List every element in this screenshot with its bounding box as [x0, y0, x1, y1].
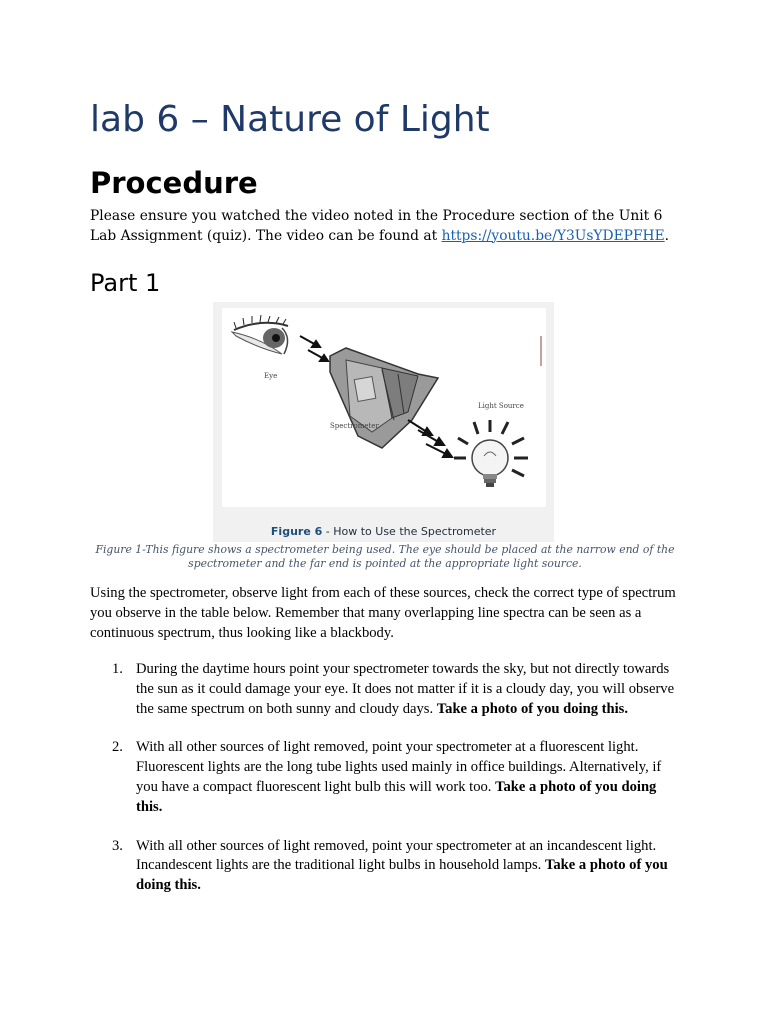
- light-source-label: Light Source: [478, 402, 524, 410]
- intro-paragraph: [90, 207, 680, 246]
- intro-text: Please ensure you watched the video noted in the Procedure section of the Unit 6 Lab Assignment (quiz). The video can be found at: [90, 208, 663, 244]
- figure-illustration: [222, 308, 546, 507]
- part-1-heading: Part 1: [90, 269, 161, 297]
- figure-caption: Figure 1-This figure shows a spectrometer being used. The eye should be placed at the narrow end of the spectrometer and the far end is pointed at the appropriate light source.: [95, 543, 675, 570]
- figure-title: - How to Use the Spectrometer: [322, 525, 497, 538]
- step-bold-instruction: Take a photo of you doing this.: [136, 778, 657, 815]
- step-bold-instruction: Take a photo of you doing this.: [436, 700, 629, 717]
- step-bold-instruction: Take a photo of you doing this.: [136, 857, 668, 894]
- light-bulb-drawing: [454, 420, 528, 487]
- spectrometer-figure: [213, 302, 554, 542]
- step-number: 2.: [112, 739, 123, 756]
- video-link[interactable]: https://youtu.be/Y3UsYDEPFHE: [441, 227, 665, 244]
- vertical-watermark: [540, 336, 542, 366]
- arrows-spectrometer-to-light: [408, 420, 452, 457]
- step-text: During the daytime hours point your spectrometer towards the sky, but not directly towards the sun as it could damage your eye. It does not matter if it is a cloudy day, you will observe the same spectrum on both sunny and cloudy days.: [136, 661, 675, 717]
- step-number: 3.: [112, 837, 123, 854]
- list-item: [90, 660, 680, 719]
- document-title: lab 6 – Nature of Light: [90, 99, 490, 140]
- list-item: [90, 837, 680, 896]
- step-text: With all other sources of light removed, point your spectrometer at an incandescent light. Incandescent lights are the traditional light bulbs in household lamps.: [136, 837, 657, 874]
- eye-label: Eye: [264, 372, 278, 380]
- figure-number: Figure 6: [270, 525, 323, 538]
- spectrometer-illustration: [222, 308, 546, 507]
- step-number: 1.: [112, 661, 123, 677]
- eye-drawing: [232, 315, 288, 354]
- arrows-eye-to-spectrometer: [300, 336, 328, 361]
- list-item: [90, 738, 680, 817]
- procedure-heading: Procedure: [90, 166, 258, 200]
- intro-after-link: .: [664, 227, 670, 244]
- figure-inner-caption: [213, 524, 554, 540]
- instructions-paragraph: Using the spectrometer, observe light from each of these sources, check the correct type of spectrum you observe in the table below. Remember that many overlapping line spectra can be seen as a continuous spectrum, thus looking like a blackbody.: [90, 585, 676, 641]
- spectrometer-label: Spectrometer: [330, 422, 379, 430]
- steps-list: [90, 660, 680, 915]
- step-text: With all other sources of light removed, point your spectrometer at a fluorescent light. Fluorescent lights are the long tube lights used mainly in office buildings. Alternatively, if you have a compact fluorescent light bulb this will work too.: [136, 739, 662, 795]
